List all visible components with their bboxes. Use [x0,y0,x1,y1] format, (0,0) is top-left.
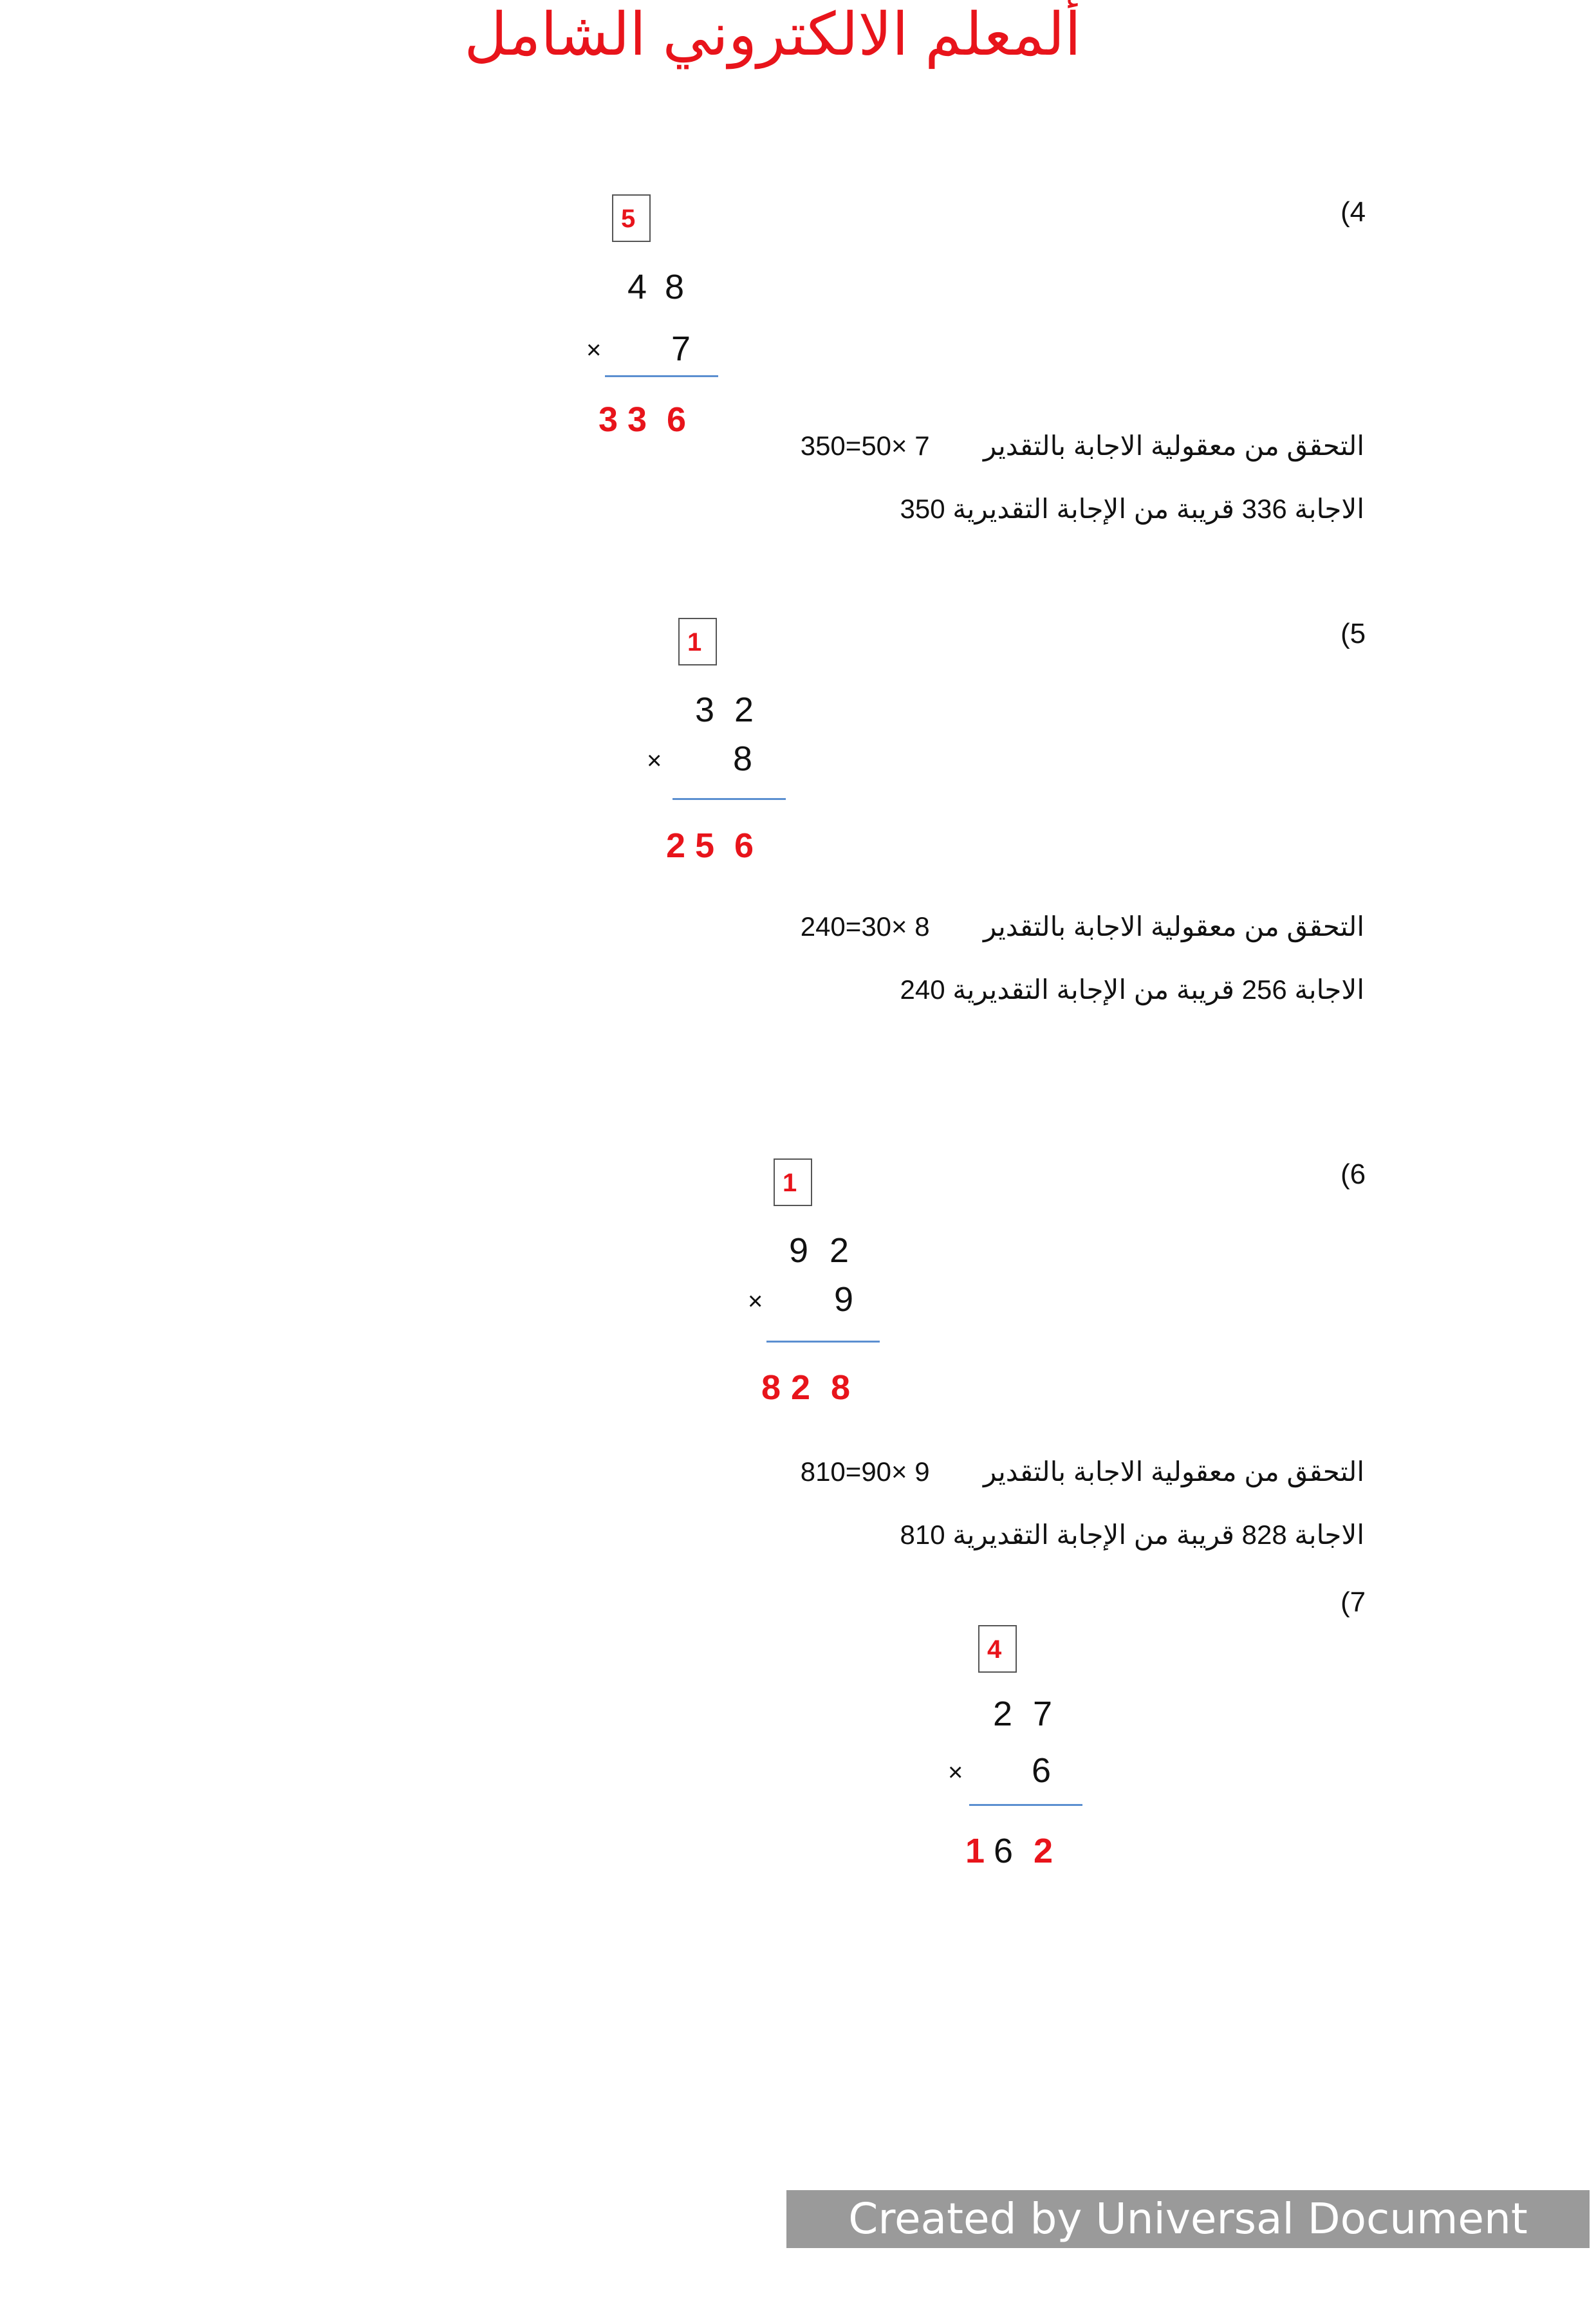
carry-box [612,194,651,242]
top-digit: 3 [695,691,715,729]
problem-number: (6 [1341,1158,1366,1190]
check-label: التحقق من معقولية الاجابة بالتقدير [983,911,1364,942]
answer-digit: 1 [965,1832,985,1870]
carry-box [978,1625,1017,1673]
estimate-check-line [801,430,1364,461]
answer-digit: 5 [695,826,715,865]
answer-digit: 2 [1034,1832,1053,1870]
multiplier-digit: 6 [1032,1751,1052,1790]
multiply-sign: × [948,1758,963,1787]
answer-digit: 2 [666,826,686,865]
check-label: التحقق من معقولية الاجابة بالتقدير [983,1456,1364,1487]
answer-digit: 8 [831,1368,851,1407]
problem-number: (5 [1341,618,1366,649]
top-digit: 4 [627,268,647,306]
top-digit: 2 [734,691,754,729]
sum-rule [969,1804,1082,1806]
answer-digit: 3 [627,400,647,439]
answer-digit: 2 [791,1368,811,1407]
top-digit: 8 [665,268,685,306]
multiplier-digit: 8 [733,739,753,778]
problem-number: (4 [1341,196,1366,228]
estimate-check-line [801,1456,1364,1487]
check-equation: 240=30× 8 [800,911,930,942]
sum-rule [673,798,786,800]
carry-digit: 5 [621,205,636,233]
multiply-sign: × [647,747,662,775]
carry-digit: 1 [783,1169,797,1197]
top-digit: 2 [830,1231,849,1270]
estimate-check-line [801,911,1364,942]
top-digit: 7 [1033,1695,1053,1733]
carry-digit: 4 [987,1635,1002,1664]
answer-digit: 3 [598,400,618,439]
carry-box [774,1158,812,1206]
check-equation: 810=90× 9 [800,1456,930,1487]
conclusion-line: الاجابة 256 قريبة من الإجابة التقديرية 240 [900,974,1364,1005]
multiplier-digit: 7 [671,330,691,368]
answer-digit: 6 [994,1832,1014,1870]
multiply-sign: × [586,336,602,364]
top-digit: 9 [789,1231,809,1270]
multiplier-digit: 9 [834,1280,854,1319]
answer-digit: 8 [761,1368,781,1407]
check-label: التحقق من معقولية الاجابة بالتقدير [983,431,1364,461]
multiply-sign: × [748,1287,763,1316]
watermark: Created by Universal Document Converter [786,2190,1590,2248]
sum-rule [605,375,718,377]
answer-digit: 6 [667,400,687,439]
carry-digit: 1 [687,628,702,656]
page-title: ألمعلم الالكتروني الشامل [464,2,1081,68]
problem-number: (7 [1341,1586,1366,1618]
carry-box [678,618,717,665]
conclusion-line: الاجابة 336 قريبة من الإجابة التقديرية 350 [900,494,1364,524]
top-digit: 2 [993,1695,1013,1733]
check-equation: 350=50× 7 [800,431,930,461]
conclusion-line: الاجابة 828 قريبة من الإجابة التقديرية 810 [900,1520,1364,1550]
answer-digit: 6 [734,826,754,865]
sum-rule [766,1341,880,1343]
